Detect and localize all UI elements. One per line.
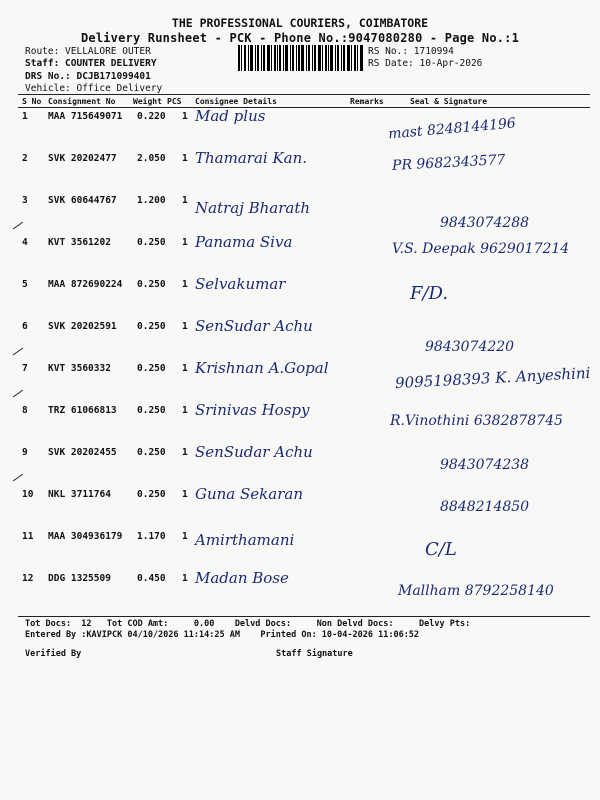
table-row — [0, 485, 600, 529]
seal-signature: 9843074238 — [440, 457, 530, 473]
consignee-handwriting: Selvakumar — [195, 275, 286, 293]
table-row — [0, 531, 600, 571]
col-seal: Seal & Signature — [410, 97, 488, 106]
row-consignment: KVT 3560332 — [48, 363, 111, 374]
route-label: Route: VELLALORE OUTER — [25, 46, 151, 57]
row-consignment: KVT 3561202 — [48, 237, 111, 248]
table-row — [0, 401, 600, 445]
runsheet-subtitle: Delivery Runsheet - PCK - Phone No.:9047080280 - Page No.:1 — [80, 31, 520, 45]
row-sno: 5 — [22, 279, 28, 290]
row-consignment: NKL 3711764 — [48, 489, 111, 500]
row-consignment: MAA 872690224 — [48, 279, 123, 290]
col-weight: Weight — [133, 97, 162, 106]
consignee-handwriting: Guna Sekaran — [195, 485, 303, 503]
col-consignee: Consignee Details — [195, 97, 277, 106]
row-pcs: 1 — [182, 531, 188, 542]
vehicle-label: Vehicle: Office Delivery — [25, 83, 163, 94]
row-weight: 0.250 — [137, 489, 166, 500]
row-pcs: 1 — [182, 111, 188, 122]
row-consignment: DDG 1325509 — [48, 573, 111, 584]
row-weight: 0.250 — [137, 405, 166, 416]
seal-signature: PR 9682343577 — [391, 152, 506, 174]
row-pcs: 1 — [182, 237, 188, 248]
row-weight: 0.220 — [137, 111, 166, 122]
seal-signature: V.S. Deepak 9629017214 — [392, 241, 570, 257]
tick-mark — [13, 474, 23, 482]
row-pcs: 1 — [182, 405, 188, 416]
row-consignment: MAA 715649071 — [48, 111, 123, 122]
table-row — [0, 107, 600, 151]
row-pcs: 1 — [182, 279, 188, 290]
table-row — [0, 569, 600, 613]
entered-printed-line: Entered By :KAVIPCK 04/10/2026 11:14:25 AM Printed On: 10-04-2026 11:06:52 — [25, 630, 420, 640]
col-pcs: PCS — [167, 97, 182, 106]
header-rule-top — [18, 94, 590, 95]
rs-info — [368, 46, 482, 70]
table-row — [0, 275, 600, 319]
row-consignment: TRZ 61066813 — [48, 405, 117, 416]
barcode — [238, 45, 363, 71]
row-weight: 1.200 — [137, 195, 166, 206]
row-weight: 0.250 — [137, 363, 166, 374]
consignee-handwriting: Krishnan A.Gopal — [195, 359, 329, 377]
consignee-handwriting: Mad plus — [195, 107, 266, 125]
row-pcs: 1 — [182, 573, 188, 584]
row-consignment: MAA 304936179 — [48, 531, 123, 542]
table-row — [0, 195, 600, 235]
row-pcs: 1 — [182, 321, 188, 332]
verified-by-label: Verified By — [25, 649, 82, 659]
seal-signature: mast 8248144196 — [387, 115, 517, 143]
consignee-handwriting: Thamarai Kan. — [195, 149, 308, 167]
row-sno: 8 — [22, 405, 28, 416]
consignee-handwriting: Srinivas Hospy — [195, 401, 310, 419]
row-weight: 0.250 — [137, 279, 166, 290]
row-sno: 9 — [22, 447, 28, 458]
seal-signature: 9843074288 — [440, 215, 530, 231]
tick-mark — [13, 222, 23, 230]
table-row — [0, 149, 600, 193]
row-pcs: 1 — [182, 363, 188, 374]
row-sno: 12 — [22, 573, 34, 584]
consignee-handwriting: Amirthamani — [195, 531, 295, 549]
seal-signature: 9095198393 K. Anyeshini — [394, 363, 591, 393]
seal-signature: R.Vinothini 6382878745 — [390, 413, 563, 429]
row-consignment: SVK 20202455 — [48, 447, 117, 458]
header-rule-bottom — [18, 107, 590, 108]
row-sno: 1 — [22, 111, 28, 122]
row-sno: 3 — [22, 195, 28, 206]
table-row — [0, 317, 600, 361]
consignee-handwriting: Natraj Bharath — [195, 199, 311, 217]
company-title: THE PROFESSIONAL COURIERS, COIMBATORE — [171, 16, 429, 30]
row-consignment: SVK 20202477 — [48, 153, 117, 164]
row-pcs: 1 — [182, 447, 188, 458]
row-weight: 2.050 — [137, 153, 166, 164]
col-remarks: Remarks — [350, 97, 384, 106]
row-weight: 0.250 — [137, 447, 166, 458]
tick-mark — [13, 390, 23, 398]
staff-signature-label: Staff Signature — [276, 649, 353, 659]
col-sno: S No — [22, 97, 42, 106]
totals-line: Tot Docs: 12 Tot COD Amt: 0.00 Delvd Docs: Non Delvd Docs: Delvy Pts: — [25, 619, 471, 629]
row-consignment: SVK 60644767 — [48, 195, 117, 206]
row-weight: 0.250 — [137, 237, 166, 248]
row-sno: 4 — [22, 237, 28, 248]
row-pcs: 1 — [182, 489, 188, 500]
seal-signature: C/L — [425, 539, 457, 560]
row-weight: 1.170 — [137, 531, 166, 542]
table-row — [0, 443, 600, 487]
consignee-handwriting: SenSudar Achu — [195, 443, 313, 461]
footer-rule — [18, 616, 590, 617]
rs-date: RS Date: 10-Apr-2026 — [368, 58, 483, 69]
drs-number: DRS No.: DCJB171099401 — [25, 71, 151, 82]
consignee-handwriting: SenSudar Achu — [195, 317, 313, 335]
consignee-handwriting: Madan Bose — [195, 569, 289, 587]
row-sno: 11 — [22, 531, 34, 542]
row-sno: 2 — [22, 153, 28, 164]
row-pcs: 1 — [182, 153, 188, 164]
tick-mark — [13, 348, 23, 356]
row-sno: 10 — [22, 489, 34, 500]
row-weight: 0.250 — [137, 321, 166, 332]
rs-number: RS No.: 1710994 — [368, 46, 454, 57]
row-sno: 6 — [22, 321, 28, 332]
consignee-handwriting: Panama Siva — [195, 233, 293, 251]
row-weight: 0.450 — [137, 573, 166, 584]
seal-signature: F/D. — [410, 283, 449, 304]
seal-signature: Mallham 8792258140 — [398, 583, 554, 599]
seal-signature: 8848214850 — [440, 499, 530, 515]
table-row — [0, 359, 600, 403]
seal-signature: 9843074220 — [425, 339, 515, 355]
col-consignment: Consignment No — [48, 97, 116, 106]
table-row — [0, 233, 600, 277]
row-pcs: 1 — [182, 195, 188, 206]
staff-label: Staff: COUNTER DELIVERY — [25, 58, 157, 69]
row-sno: 7 — [22, 363, 28, 374]
row-consignment: SVK 20202591 — [48, 321, 117, 332]
